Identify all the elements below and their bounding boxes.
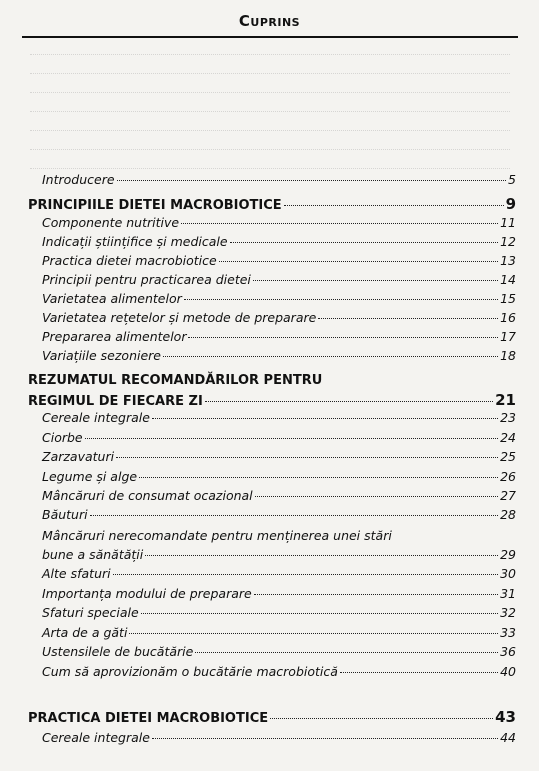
dot-leader bbox=[117, 180, 507, 181]
toc-entry[interactable] bbox=[42, 644, 516, 659]
toc-entry-page: 18 bbox=[500, 348, 516, 363]
dot-leader bbox=[141, 613, 498, 614]
toc-entry[interactable] bbox=[42, 664, 516, 679]
toc-entry-page: 24 bbox=[500, 430, 516, 445]
toc-section-page: 21 bbox=[495, 391, 516, 409]
toc-entry-title: Indicații științifice și medicale bbox=[42, 234, 228, 249]
dot-leader bbox=[188, 337, 498, 338]
toc-entry[interactable] bbox=[42, 348, 516, 363]
toc-entry[interactable] bbox=[42, 586, 516, 601]
toc-entry-page: 30 bbox=[500, 566, 516, 581]
toc-entry[interactable] bbox=[42, 547, 516, 562]
toc-entry[interactable] bbox=[42, 625, 516, 640]
toc-entry[interactable] bbox=[42, 410, 516, 425]
dot-leader bbox=[230, 242, 499, 243]
dot-leader bbox=[284, 205, 504, 206]
toc-entry-page: 33 bbox=[500, 625, 516, 640]
toc-entry-title: Varietatea rețetelor și metode de preparare bbox=[42, 310, 317, 325]
dot-leader bbox=[181, 223, 498, 224]
toc-entry-title: bune a sănătății bbox=[42, 547, 144, 562]
toc-entry-title: Alte sfaturi bbox=[42, 566, 111, 581]
toc-entry-page: 15 bbox=[500, 291, 516, 306]
dot-leader bbox=[163, 356, 498, 357]
toc-entry-title: Zarzavaturi bbox=[42, 449, 115, 464]
toc-entry-title: Cereale integrale bbox=[42, 730, 150, 745]
toc-entry[interactable] bbox=[42, 488, 516, 503]
toc-entry[interactable] bbox=[42, 253, 516, 268]
toc-entry-title[interactable]: Mâncăruri nerecomandate pentru menținerea unei stări bbox=[42, 528, 392, 543]
toc-entry[interactable] bbox=[42, 507, 516, 522]
toc-section[interactable] bbox=[28, 708, 516, 726]
toc-entry-page: 25 bbox=[500, 449, 516, 464]
toc-entry[interactable] bbox=[42, 430, 516, 445]
dot-leader bbox=[139, 477, 498, 478]
toc-entry-title: Arta de a găti bbox=[42, 625, 128, 640]
toc-entry[interactable] bbox=[42, 730, 516, 745]
dot-leader bbox=[195, 652, 498, 653]
toc-entry-page: 5 bbox=[508, 172, 516, 187]
toc-entry-page: 44 bbox=[500, 730, 516, 745]
toc-entry-title: Introducere bbox=[42, 172, 115, 187]
toc-entry[interactable] bbox=[42, 329, 516, 344]
dot-leader bbox=[318, 318, 498, 319]
toc-section-page: 9 bbox=[505, 195, 516, 213]
toc-entry[interactable] bbox=[42, 272, 516, 287]
toc-entry[interactable] bbox=[42, 172, 516, 187]
toc-entry-title: Componente nutritive bbox=[42, 215, 180, 230]
dot-leader bbox=[113, 574, 498, 575]
dot-leader bbox=[219, 261, 498, 262]
toc-entry[interactable] bbox=[42, 566, 516, 581]
toc-entry-page: 28 bbox=[500, 507, 516, 522]
toc-entry-page: 23 bbox=[500, 410, 516, 425]
dot-leader bbox=[340, 672, 498, 673]
toc-section-title[interactable]: REZUMATUL RECOMANDĂRILOR PENTRU bbox=[28, 373, 323, 388]
toc-entry-page: 31 bbox=[500, 586, 516, 601]
toc-section-title: REGIMUL DE FIECARE ZI bbox=[28, 394, 203, 409]
toc-entry-title: Varietatea alimentelor bbox=[42, 291, 182, 306]
toc-entry-title: Mâncăruri de consumat ocazional bbox=[42, 488, 253, 503]
toc-entry-title: Legume și alge bbox=[42, 469, 138, 484]
toc-entry-page: 16 bbox=[500, 310, 516, 325]
dot-leader bbox=[152, 418, 498, 419]
dot-leader bbox=[184, 299, 498, 300]
toc-entry-title: Practica dietei macrobiotice bbox=[42, 253, 217, 268]
toc-section[interactable] bbox=[28, 195, 516, 213]
dot-leader bbox=[85, 438, 498, 439]
toc-entry-title: Variațiile sezoniere bbox=[42, 348, 161, 363]
toc-entry[interactable] bbox=[42, 215, 516, 230]
dot-leader bbox=[270, 718, 493, 719]
toc-entry-title: Băuturi bbox=[42, 507, 88, 522]
toc-entry-title: Ustensilele de bucătărie bbox=[42, 644, 194, 659]
toc-entry-page: 14 bbox=[500, 272, 516, 287]
dot-leader bbox=[255, 496, 498, 497]
toc-entry-page: 26 bbox=[500, 469, 516, 484]
toc-section[interactable] bbox=[28, 391, 516, 409]
page-title: Cuprins bbox=[238, 12, 301, 30]
toc-entry-page: 11 bbox=[500, 215, 516, 230]
toc-entry-page: 12 bbox=[500, 234, 516, 249]
dot-leader bbox=[116, 457, 498, 458]
dot-leader bbox=[152, 738, 498, 739]
toc-entry-title: Cereale integrale bbox=[42, 410, 150, 425]
toc-entry[interactable] bbox=[42, 605, 516, 620]
dot-leader bbox=[205, 401, 493, 402]
toc-entry[interactable] bbox=[42, 234, 516, 249]
toc-entry-page: 40 bbox=[500, 664, 516, 679]
toc-section-title: PRINCIPIILE DIETEI MACROBIOTICE bbox=[28, 198, 282, 213]
toc-entry-page: 13 bbox=[500, 253, 516, 268]
toc-entry-title: Prepararea alimentelor bbox=[42, 329, 187, 344]
dot-leader bbox=[90, 515, 499, 516]
dot-leader bbox=[253, 280, 498, 281]
toc-section-page: 43 bbox=[495, 708, 516, 726]
toc-entry[interactable] bbox=[42, 449, 516, 464]
toc-entry-page: 27 bbox=[500, 488, 516, 503]
toc-entry[interactable] bbox=[42, 310, 516, 325]
toc-entry-page: 36 bbox=[500, 644, 516, 659]
toc-entry-title: Sfaturi speciale bbox=[42, 605, 139, 620]
dot-leader bbox=[145, 555, 498, 556]
dot-leader bbox=[129, 633, 498, 634]
toc-entry-title: Cum să aprovizionăm o bucătărie macrobiotică bbox=[42, 664, 338, 679]
toc-entry-page: 32 bbox=[500, 605, 516, 620]
toc-entry-title: Ciorbe bbox=[42, 430, 83, 445]
toc-entry-page: 17 bbox=[500, 329, 516, 344]
toc-entry-title: Principii pentru practicarea dietei bbox=[42, 272, 251, 287]
toc-entry[interactable] bbox=[42, 291, 516, 306]
dot-leader bbox=[254, 594, 498, 595]
toc-entry-page: 29 bbox=[500, 547, 516, 562]
toc-entry-title: Importanța modului de preparare bbox=[42, 586, 252, 601]
toc-section-title: PRACTICA DIETEI MACROBIOTICE bbox=[28, 711, 269, 726]
toc-entry[interactable] bbox=[42, 469, 516, 484]
